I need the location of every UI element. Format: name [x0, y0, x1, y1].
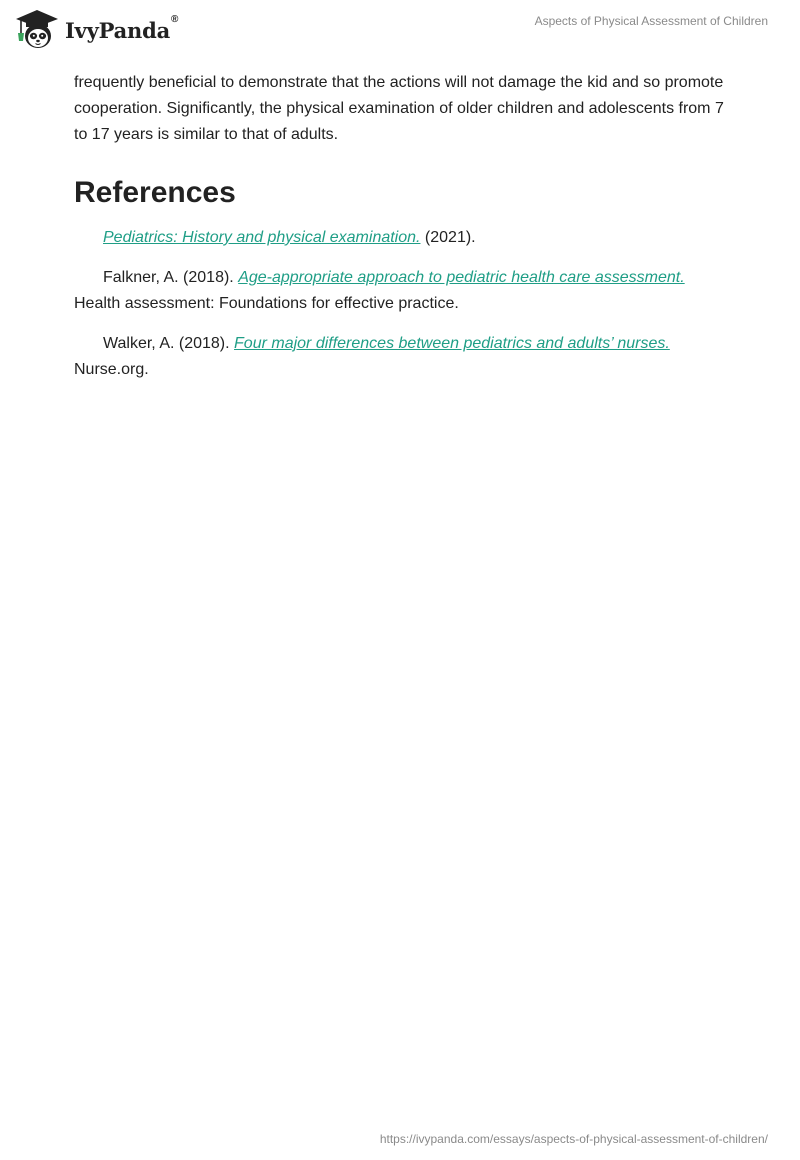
page-header [0, 0, 800, 60]
reference-suffix: Health assessment: Foundations for effective practice. [74, 295, 459, 312]
reference-link[interactable]: Age-appropriate approach to pediatric health care assessment. [238, 269, 685, 286]
reference-link[interactable]: Pediatrics: History and physical examination. [103, 229, 421, 246]
ivypanda-logo[interactable] [14, 8, 178, 50]
reference-suffix: (2021). [420, 229, 476, 246]
reference-item [74, 225, 734, 251]
reference-prefix: Walker, A. (2018). [103, 335, 235, 352]
body-paragraph: frequently beneficial to demonstrate that the actions will not damage the kid and so promote cooperation. Significantly, the physical examination of older children and adolescents from 7 to 17 years is similar to that of adults. [74, 74, 724, 143]
reference-item [74, 331, 734, 383]
reference-suffix: Nurse.org. [74, 361, 149, 378]
reference-link[interactable]: Four major differences between pediatrics and adults’ nurses. [234, 335, 670, 352]
registered-mark: ® [171, 13, 179, 25]
page-footer-url: https://ivypanda.com/essays/aspects-of-physical-assessment-of-children/ [379, 1132, 768, 1146]
page-content [74, 70, 734, 397]
document-title: Aspects of Physical Assessment of Children [534, 14, 768, 28]
reference-item [74, 265, 734, 317]
reference-prefix: Falkner, A. (2018). [103, 269, 239, 286]
references-heading: References [74, 176, 236, 209]
logo-wordmark: IvyPanda® [65, 13, 179, 43]
panda-graduate-icon [14, 8, 60, 50]
